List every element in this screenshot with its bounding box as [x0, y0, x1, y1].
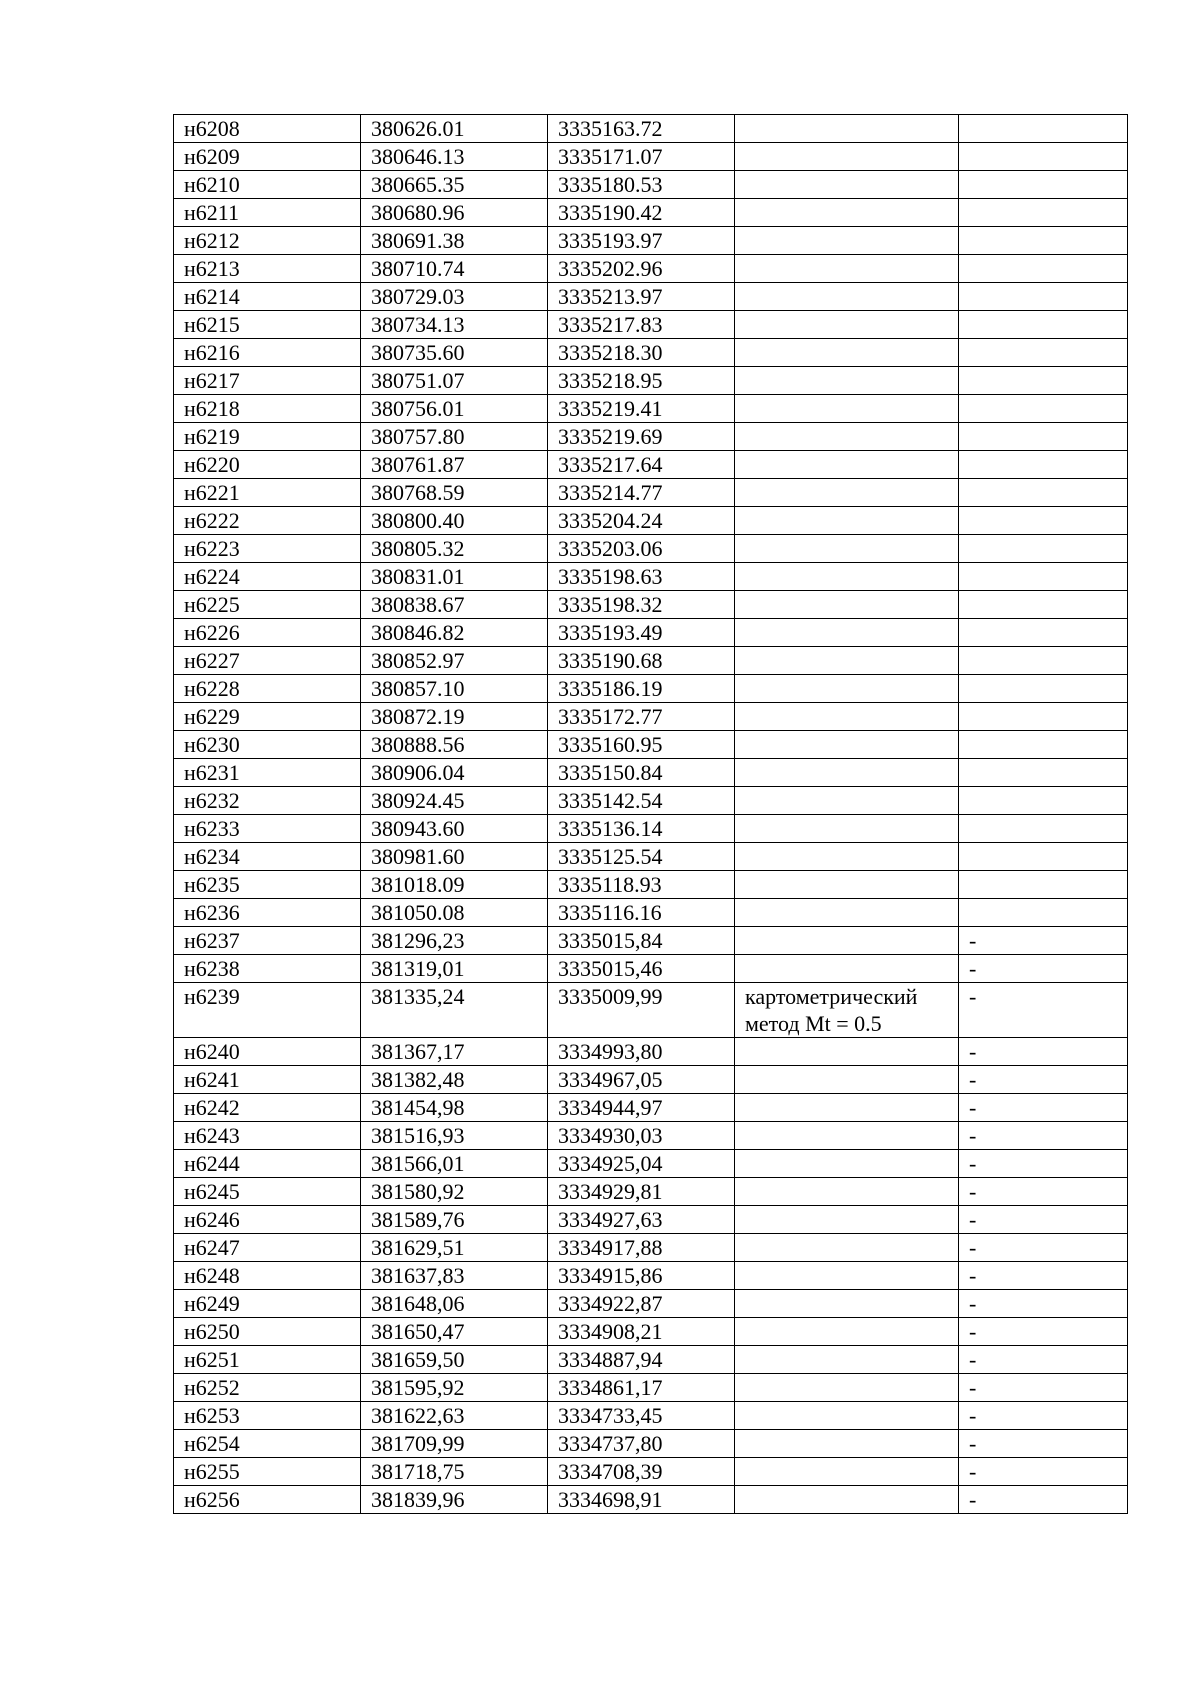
- x-coordinate-cell: 381454,98: [361, 1094, 548, 1122]
- table-row: [174, 367, 1128, 395]
- method-cell: [735, 1402, 959, 1430]
- point-id-cell: н6250: [174, 1318, 361, 1346]
- x-coordinate-cell: 380906.04: [361, 759, 548, 787]
- table-row: [174, 731, 1128, 759]
- note-cell: [959, 899, 1128, 927]
- note-cell: -: [959, 1038, 1128, 1066]
- x-coordinate-cell: 380710.74: [361, 255, 548, 283]
- method-cell: [735, 395, 959, 423]
- note-cell: [959, 787, 1128, 815]
- note-cell: -: [959, 1402, 1128, 1430]
- method-cell: [735, 367, 959, 395]
- point-id-cell: н6208: [174, 115, 361, 143]
- method-cell: [735, 899, 959, 927]
- method-cell: [735, 339, 959, 367]
- x-coordinate-cell: 380756.01: [361, 395, 548, 423]
- point-id-cell: н6223: [174, 535, 361, 563]
- y-coordinate-cell: 3334929,81: [548, 1178, 735, 1206]
- y-coordinate-cell: 3334927,63: [548, 1206, 735, 1234]
- x-coordinate-cell: 381622,63: [361, 1402, 548, 1430]
- method-cell: [735, 423, 959, 451]
- x-coordinate-cell: 381648,06: [361, 1290, 548, 1318]
- method-cell: [735, 871, 959, 899]
- note-cell: -: [959, 1458, 1128, 1486]
- note-cell: [959, 255, 1128, 283]
- y-coordinate-cell: 3335171.07: [548, 143, 735, 171]
- x-coordinate-cell: 380761.87: [361, 451, 548, 479]
- table-row: [174, 311, 1128, 339]
- y-coordinate-cell: 3335198.63: [548, 563, 735, 591]
- y-coordinate-cell: 3334861,17: [548, 1374, 735, 1402]
- method-cell: [735, 1486, 959, 1514]
- method-cell: [735, 1346, 959, 1374]
- method-cell: [735, 1066, 959, 1094]
- y-coordinate-cell: 3335163.72: [548, 115, 735, 143]
- x-coordinate-cell: 381516,93: [361, 1122, 548, 1150]
- method-cell: [735, 563, 959, 591]
- point-id-cell: н6210: [174, 171, 361, 199]
- point-id-cell: н6209: [174, 143, 361, 171]
- point-id-cell: н6243: [174, 1122, 361, 1150]
- table-row: [174, 1234, 1128, 1262]
- table-row: [174, 591, 1128, 619]
- method-cell: [735, 1234, 959, 1262]
- table-row: [174, 1402, 1128, 1430]
- y-coordinate-cell: 3334887,94: [548, 1346, 735, 1374]
- method-cell: [735, 731, 959, 759]
- point-id-cell: н6252: [174, 1374, 361, 1402]
- x-coordinate-cell: 380757.80: [361, 423, 548, 451]
- point-id-cell: н6218: [174, 395, 361, 423]
- method-cell: [735, 927, 959, 955]
- y-coordinate-cell: 3335015,46: [548, 955, 735, 983]
- table-row: [174, 171, 1128, 199]
- y-coordinate-cell: 3335218.95: [548, 367, 735, 395]
- x-coordinate-cell: 380691.38: [361, 227, 548, 255]
- table-row: [174, 675, 1128, 703]
- table-row: [174, 423, 1128, 451]
- x-coordinate-cell: 380924.45: [361, 787, 548, 815]
- point-id-cell: н6236: [174, 899, 361, 927]
- y-coordinate-cell: 3335180.53: [548, 171, 735, 199]
- note-cell: [959, 815, 1128, 843]
- table-row: [174, 395, 1128, 423]
- method-cell: [735, 1206, 959, 1234]
- note-cell: [959, 731, 1128, 759]
- point-id-cell: н6213: [174, 255, 361, 283]
- method-cell: [735, 955, 959, 983]
- point-id-cell: н6217: [174, 367, 361, 395]
- x-coordinate-cell: 380872.19: [361, 703, 548, 731]
- point-id-cell: н6231: [174, 759, 361, 787]
- y-coordinate-cell: 3335204.24: [548, 507, 735, 535]
- note-cell: [959, 563, 1128, 591]
- note-cell: [959, 591, 1128, 619]
- method-cell: картометрический метод Mt = 0.5: [735, 983, 959, 1038]
- note-cell: -: [959, 1374, 1128, 1402]
- x-coordinate-cell: 380751.07: [361, 367, 548, 395]
- table-row: [174, 1262, 1128, 1290]
- table-row: [174, 1094, 1128, 1122]
- note-cell: -: [959, 1262, 1128, 1290]
- method-cell: [735, 843, 959, 871]
- point-id-cell: н6220: [174, 451, 361, 479]
- point-id-cell: н6228: [174, 675, 361, 703]
- point-id-cell: н6235: [174, 871, 361, 899]
- note-cell: [959, 675, 1128, 703]
- table-row: [174, 1122, 1128, 1150]
- note-cell: -: [959, 955, 1128, 983]
- note-cell: [959, 619, 1128, 647]
- x-coordinate-cell: 380729.03: [361, 283, 548, 311]
- y-coordinate-cell: 3334993,80: [548, 1038, 735, 1066]
- table-row: [174, 563, 1128, 591]
- note-cell: [959, 871, 1128, 899]
- note-cell: -: [959, 1346, 1128, 1374]
- y-coordinate-cell: 3334944,97: [548, 1094, 735, 1122]
- x-coordinate-cell: 380838.67: [361, 591, 548, 619]
- point-id-cell: н6238: [174, 955, 361, 983]
- point-id-cell: н6244: [174, 1150, 361, 1178]
- table-row: [174, 1290, 1128, 1318]
- table-row: [174, 1206, 1128, 1234]
- table-row: [174, 1374, 1128, 1402]
- point-id-cell: н6222: [174, 507, 361, 535]
- method-cell: [735, 787, 959, 815]
- x-coordinate-cell: 380626.01: [361, 115, 548, 143]
- x-coordinate-cell: 381319,01: [361, 955, 548, 983]
- table-row: [174, 647, 1128, 675]
- x-coordinate-cell: 380768.59: [361, 479, 548, 507]
- method-cell: [735, 759, 959, 787]
- table-row: [174, 899, 1128, 927]
- point-id-cell: н6212: [174, 227, 361, 255]
- point-id-cell: н6249: [174, 1290, 361, 1318]
- x-coordinate-cell: 381050.08: [361, 899, 548, 927]
- x-coordinate-cell: 380734.13: [361, 311, 548, 339]
- point-id-cell: н6216: [174, 339, 361, 367]
- x-coordinate-cell: 381580,92: [361, 1178, 548, 1206]
- point-id-cell: н6248: [174, 1262, 361, 1290]
- note-cell: -: [959, 1178, 1128, 1206]
- method-cell: [735, 143, 959, 171]
- note-cell: [959, 311, 1128, 339]
- x-coordinate-cell: 381718,75: [361, 1458, 548, 1486]
- point-id-cell: н6226: [174, 619, 361, 647]
- note-cell: -: [959, 983, 1128, 1038]
- table-row: [174, 955, 1128, 983]
- point-id-cell: н6254: [174, 1430, 361, 1458]
- y-coordinate-cell: 3335193.97: [548, 227, 735, 255]
- table-row: [174, 1486, 1128, 1514]
- y-coordinate-cell: 3335219.69: [548, 423, 735, 451]
- y-coordinate-cell: 3335218.30: [548, 339, 735, 367]
- y-coordinate-cell: 3335217.83: [548, 311, 735, 339]
- point-id-cell: н6232: [174, 787, 361, 815]
- point-id-cell: н6227: [174, 647, 361, 675]
- table-row: [174, 1066, 1128, 1094]
- point-id-cell: н6245: [174, 1178, 361, 1206]
- y-coordinate-cell: 3335150.84: [548, 759, 735, 787]
- method-cell: [735, 1430, 959, 1458]
- y-coordinate-cell: 3334917,88: [548, 1234, 735, 1262]
- method-cell: [735, 507, 959, 535]
- x-coordinate-cell: 380981.60: [361, 843, 548, 871]
- point-id-cell: н6255: [174, 1458, 361, 1486]
- table-row: [174, 983, 1128, 1038]
- method-cell: [735, 815, 959, 843]
- x-coordinate-cell: 381839,96: [361, 1486, 548, 1514]
- method-cell: [735, 703, 959, 731]
- point-id-cell: н6239: [174, 983, 361, 1038]
- y-coordinate-cell: 3335009,99: [548, 983, 735, 1038]
- x-coordinate-cell: 381018.09: [361, 871, 548, 899]
- x-coordinate-cell: 380852.97: [361, 647, 548, 675]
- x-coordinate-cell: 381637,83: [361, 1262, 548, 1290]
- y-coordinate-cell: 3335190.42: [548, 199, 735, 227]
- method-cell: [735, 1038, 959, 1066]
- y-coordinate-cell: 3334737,80: [548, 1430, 735, 1458]
- note-cell: [959, 507, 1128, 535]
- y-coordinate-cell: 3334698,91: [548, 1486, 735, 1514]
- y-coordinate-cell: 3335193.49: [548, 619, 735, 647]
- table-row: [174, 759, 1128, 787]
- y-coordinate-cell: 3334930,03: [548, 1122, 735, 1150]
- method-cell: [735, 591, 959, 619]
- method-cell: [735, 451, 959, 479]
- method-cell: [735, 227, 959, 255]
- y-coordinate-cell: 3334908,21: [548, 1318, 735, 1346]
- x-coordinate-cell: 381709,99: [361, 1430, 548, 1458]
- note-cell: -: [959, 1430, 1128, 1458]
- point-id-cell: н6219: [174, 423, 361, 451]
- note-cell: [959, 703, 1128, 731]
- method-cell: [735, 675, 959, 703]
- y-coordinate-cell: 3335136.14: [548, 815, 735, 843]
- note-cell: [959, 843, 1128, 871]
- x-coordinate-cell: 381629,51: [361, 1234, 548, 1262]
- note-cell: -: [959, 1150, 1128, 1178]
- y-coordinate-cell: 3334922,87: [548, 1290, 735, 1318]
- point-id-cell: н6256: [174, 1486, 361, 1514]
- note-cell: [959, 367, 1128, 395]
- y-coordinate-cell: 3334915,86: [548, 1262, 735, 1290]
- note-cell: -: [959, 1234, 1128, 1262]
- coordinates-table: [173, 114, 1128, 1514]
- method-cell: [735, 1290, 959, 1318]
- note-cell: [959, 143, 1128, 171]
- y-coordinate-cell: 3335203.06: [548, 535, 735, 563]
- method-cell: [735, 1178, 959, 1206]
- y-coordinate-cell: 3335015,84: [548, 927, 735, 955]
- method-cell: [735, 1374, 959, 1402]
- x-coordinate-cell: 381382,48: [361, 1066, 548, 1094]
- x-coordinate-cell: 381296,23: [361, 927, 548, 955]
- table-row: [174, 871, 1128, 899]
- table-row: [174, 843, 1128, 871]
- table-row: [174, 815, 1128, 843]
- y-coordinate-cell: 3335172.77: [548, 703, 735, 731]
- point-id-cell: н6211: [174, 199, 361, 227]
- y-coordinate-cell: 3335198.32: [548, 591, 735, 619]
- table-body: [174, 115, 1128, 1514]
- method-cell: [735, 535, 959, 563]
- point-id-cell: н6224: [174, 563, 361, 591]
- note-cell: [959, 395, 1128, 423]
- point-id-cell: н6221: [174, 479, 361, 507]
- y-coordinate-cell: 3334708,39: [548, 1458, 735, 1486]
- x-coordinate-cell: 381589,76: [361, 1206, 548, 1234]
- table-row: [174, 227, 1128, 255]
- y-coordinate-cell: 3335142.54: [548, 787, 735, 815]
- table-row: [174, 1178, 1128, 1206]
- x-coordinate-cell: 381595,92: [361, 1374, 548, 1402]
- note-cell: [959, 423, 1128, 451]
- table-row: [174, 507, 1128, 535]
- y-coordinate-cell: 3334733,45: [548, 1402, 735, 1430]
- note-cell: -: [959, 1206, 1128, 1234]
- x-coordinate-cell: 381650,47: [361, 1318, 548, 1346]
- method-cell: [735, 199, 959, 227]
- y-coordinate-cell: 3334967,05: [548, 1066, 735, 1094]
- x-coordinate-cell: 380646.13: [361, 143, 548, 171]
- method-cell: [735, 619, 959, 647]
- point-id-cell: н6237: [174, 927, 361, 955]
- table-row: [174, 143, 1128, 171]
- point-id-cell: н6233: [174, 815, 361, 843]
- table-row: [174, 1458, 1128, 1486]
- note-cell: [959, 115, 1128, 143]
- method-cell: [735, 1122, 959, 1150]
- y-coordinate-cell: 3335190.68: [548, 647, 735, 675]
- x-coordinate-cell: 380846.82: [361, 619, 548, 647]
- method-cell: [735, 115, 959, 143]
- note-cell: [959, 199, 1128, 227]
- note-cell: -: [959, 1318, 1128, 1346]
- method-cell: [735, 255, 959, 283]
- note-cell: -: [959, 1094, 1128, 1122]
- x-coordinate-cell: 381659,50: [361, 1346, 548, 1374]
- note-cell: [959, 479, 1128, 507]
- x-coordinate-cell: 380888.56: [361, 731, 548, 759]
- table-row: [174, 339, 1128, 367]
- point-id-cell: н6230: [174, 731, 361, 759]
- point-id-cell: н6246: [174, 1206, 361, 1234]
- point-id-cell: н6225: [174, 591, 361, 619]
- table-row: [174, 1150, 1128, 1178]
- point-id-cell: н6247: [174, 1234, 361, 1262]
- note-cell: [959, 647, 1128, 675]
- table-row: [174, 1038, 1128, 1066]
- table-row: [174, 535, 1128, 563]
- method-cell: [735, 1094, 959, 1122]
- table-row: [174, 1430, 1128, 1458]
- x-coordinate-cell: 380857.10: [361, 675, 548, 703]
- note-cell: [959, 283, 1128, 311]
- note-cell: -: [959, 1122, 1128, 1150]
- note-cell: [959, 759, 1128, 787]
- table-row: [174, 703, 1128, 731]
- method-cell: [735, 647, 959, 675]
- point-id-cell: н6229: [174, 703, 361, 731]
- x-coordinate-cell: 380943.60: [361, 815, 548, 843]
- y-coordinate-cell: 3335214.77: [548, 479, 735, 507]
- y-coordinate-cell: 3335118.93: [548, 871, 735, 899]
- x-coordinate-cell: 380665.35: [361, 171, 548, 199]
- table-row: [174, 479, 1128, 507]
- point-id-cell: н6253: [174, 1402, 361, 1430]
- x-coordinate-cell: 380680.96: [361, 199, 548, 227]
- table-row: [174, 115, 1128, 143]
- table-row: [174, 283, 1128, 311]
- note-cell: [959, 451, 1128, 479]
- note-cell: [959, 339, 1128, 367]
- point-id-cell: н6215: [174, 311, 361, 339]
- x-coordinate-cell: 380735.60: [361, 339, 548, 367]
- note-cell: -: [959, 1290, 1128, 1318]
- method-cell: [735, 171, 959, 199]
- point-id-cell: н6240: [174, 1038, 361, 1066]
- x-coordinate-cell: 380805.32: [361, 535, 548, 563]
- method-cell: [735, 479, 959, 507]
- note-cell: -: [959, 1066, 1128, 1094]
- x-coordinate-cell: 380831.01: [361, 563, 548, 591]
- note-cell: [959, 171, 1128, 199]
- method-cell: [735, 311, 959, 339]
- method-cell: [735, 1262, 959, 1290]
- x-coordinate-cell: 381335,24: [361, 983, 548, 1038]
- y-coordinate-cell: 3335160.95: [548, 731, 735, 759]
- table-row: [174, 787, 1128, 815]
- x-coordinate-cell: 380800.40: [361, 507, 548, 535]
- y-coordinate-cell: 3335217.64: [548, 451, 735, 479]
- note-cell: -: [959, 1486, 1128, 1514]
- y-coordinate-cell: 3335202.96: [548, 255, 735, 283]
- point-id-cell: н6242: [174, 1094, 361, 1122]
- method-cell: [735, 1458, 959, 1486]
- table-row: [174, 1346, 1128, 1374]
- table-row: [174, 1318, 1128, 1346]
- method-cell: [735, 1318, 959, 1346]
- point-id-cell: н6234: [174, 843, 361, 871]
- y-coordinate-cell: 3335186.19: [548, 675, 735, 703]
- table-row: [174, 451, 1128, 479]
- note-cell: [959, 535, 1128, 563]
- method-cell: [735, 1150, 959, 1178]
- table-row: [174, 255, 1128, 283]
- y-coordinate-cell: 3335116.16: [548, 899, 735, 927]
- method-cell: [735, 283, 959, 311]
- point-id-cell: н6251: [174, 1346, 361, 1374]
- y-coordinate-cell: 3335125.54: [548, 843, 735, 871]
- table-row: [174, 199, 1128, 227]
- y-coordinate-cell: 3335219.41: [548, 395, 735, 423]
- point-id-cell: н6214: [174, 283, 361, 311]
- table-row: [174, 927, 1128, 955]
- note-cell: -: [959, 927, 1128, 955]
- point-id-cell: н6241: [174, 1066, 361, 1094]
- note-cell: [959, 227, 1128, 255]
- x-coordinate-cell: 381367,17: [361, 1038, 548, 1066]
- table-row: [174, 619, 1128, 647]
- x-coordinate-cell: 381566,01: [361, 1150, 548, 1178]
- y-coordinate-cell: 3334925,04: [548, 1150, 735, 1178]
- y-coordinate-cell: 3335213.97: [548, 283, 735, 311]
